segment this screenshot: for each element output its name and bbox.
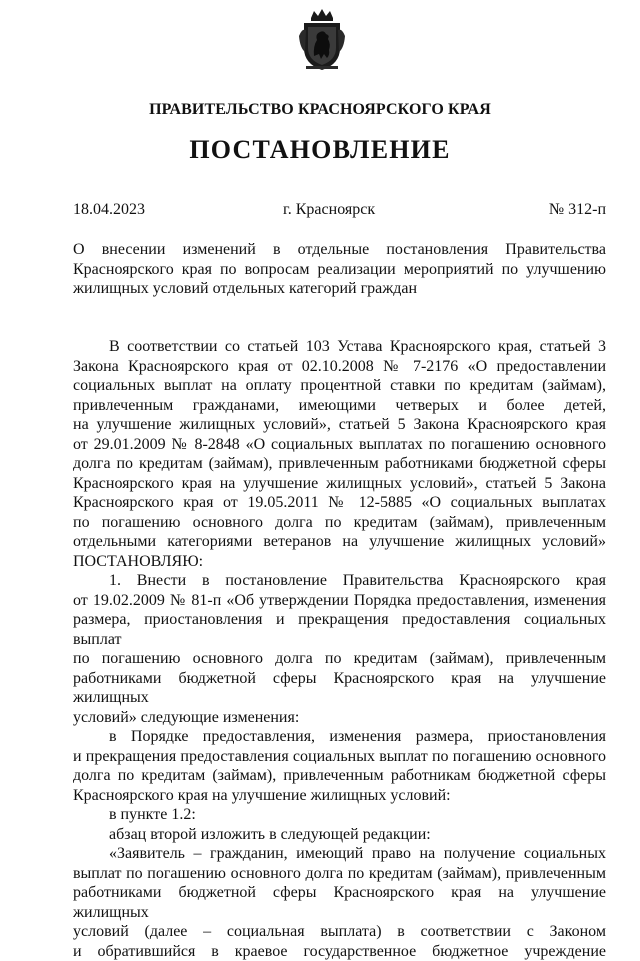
body-line: отдельными категориями ветеранов на улучшение жилищных условий» (73, 532, 606, 552)
body-line: по погашению основного долга по кредитам (займам), привлеченным (73, 513, 606, 533)
body-line: долга по кредитам (займам), привлеченным работникам бюджетной сферы (73, 766, 606, 786)
body-line: на улучшение жилищных условий», статьей 5 Закона Красноярского края (73, 415, 606, 435)
body-line: привлеченным гражданами, имеющими четверых и более детей, (73, 396, 606, 416)
body-line: размера, приостановления и прекращения предоставления социальных выплат (73, 610, 606, 649)
body-line: работниками бюджетной сферы Красноярского края на улучшение жилищных (73, 883, 606, 922)
body-line: «Заявитель – гражданин, имеющий право на получение социальных (73, 844, 606, 864)
document-date: 18.04.2023 (73, 201, 145, 219)
body-line: Красноярского края на улучшение жилищных условий», статьей 5 Закона (73, 474, 606, 494)
coat-of-arms-icon (297, 8, 347, 72)
body-line: Красноярского края на улучшение жилищных условий: (73, 786, 606, 806)
body-line: долга по кредитам (займам), привлеченным работниками бюджетной сферы (73, 454, 606, 474)
body-line: В соответствии со статьей 103 Устава Красноярского края, статьей 3 (73, 337, 606, 357)
subject-line: жилищных условий отдельных категорий граждан (73, 279, 606, 299)
body-line: работниками бюджетной сферы Красноярского края на улучшение жилищных (73, 669, 606, 708)
body-line: и обратившийся в краевое государственное бюджетное учреждение (73, 942, 606, 961)
document-city: г. Красноярск (283, 201, 375, 219)
document-type-title: ПОСТАНОВЛЕНИЕ (0, 135, 640, 165)
subject-line: Красноярского края по вопросам реализации мероприятий по улучшению (73, 260, 606, 280)
document-body (73, 337, 606, 961)
body-line: Красноярского края от 19.05.2011 № 12-5885 «О социальных выплатах (73, 493, 606, 513)
body-line: в пункте 1.2: (73, 805, 606, 825)
body-line: абзац второй изложить в следующей редакции: (73, 825, 606, 845)
body-line: социальных выплат на оплату процентной ставки по кредитам (займам), (73, 376, 606, 396)
body-line: от 29.01.2009 № 8-2848 «О социальных выплатах по погашению основного (73, 435, 606, 455)
document-number: № 312-п (549, 201, 606, 219)
body-line: 1. Внести в постановление Правительства Красноярского края (73, 571, 606, 591)
body-line: по погашению основного долга по кредитам (займам), привлеченным (73, 649, 606, 669)
body-line: в Порядке предоставления, изменения размера, приостановления (73, 727, 606, 747)
government-name: ПРАВИТЕЛЬСТВО КРАСНОЯРСКОГО КРАЯ (0, 101, 640, 119)
body-line: условий (далее – социальная выплата) в соответствии с Законом (73, 922, 606, 942)
body-line: Закона Красноярского края от 02.10.2008 № 7-2176 «О предоставлении (73, 357, 606, 377)
body-line: условий» следующие изменения: (73, 708, 606, 728)
body-line: и прекращения предоставления социальных выплат по погашению основного (73, 747, 606, 767)
subject-line: О внесении изменений в отдельные постановления Правительства (73, 240, 606, 260)
document-subject (73, 240, 606, 299)
body-line: от 19.02.2009 № 81-п «Об утверждении Порядка предоставления, изменения (73, 591, 606, 611)
body-line: ПОСТАНОВЛЯЮ: (73, 552, 606, 572)
body-line: выплат по погашению основного долга по кредитам (займам), привлеченным (73, 864, 606, 884)
